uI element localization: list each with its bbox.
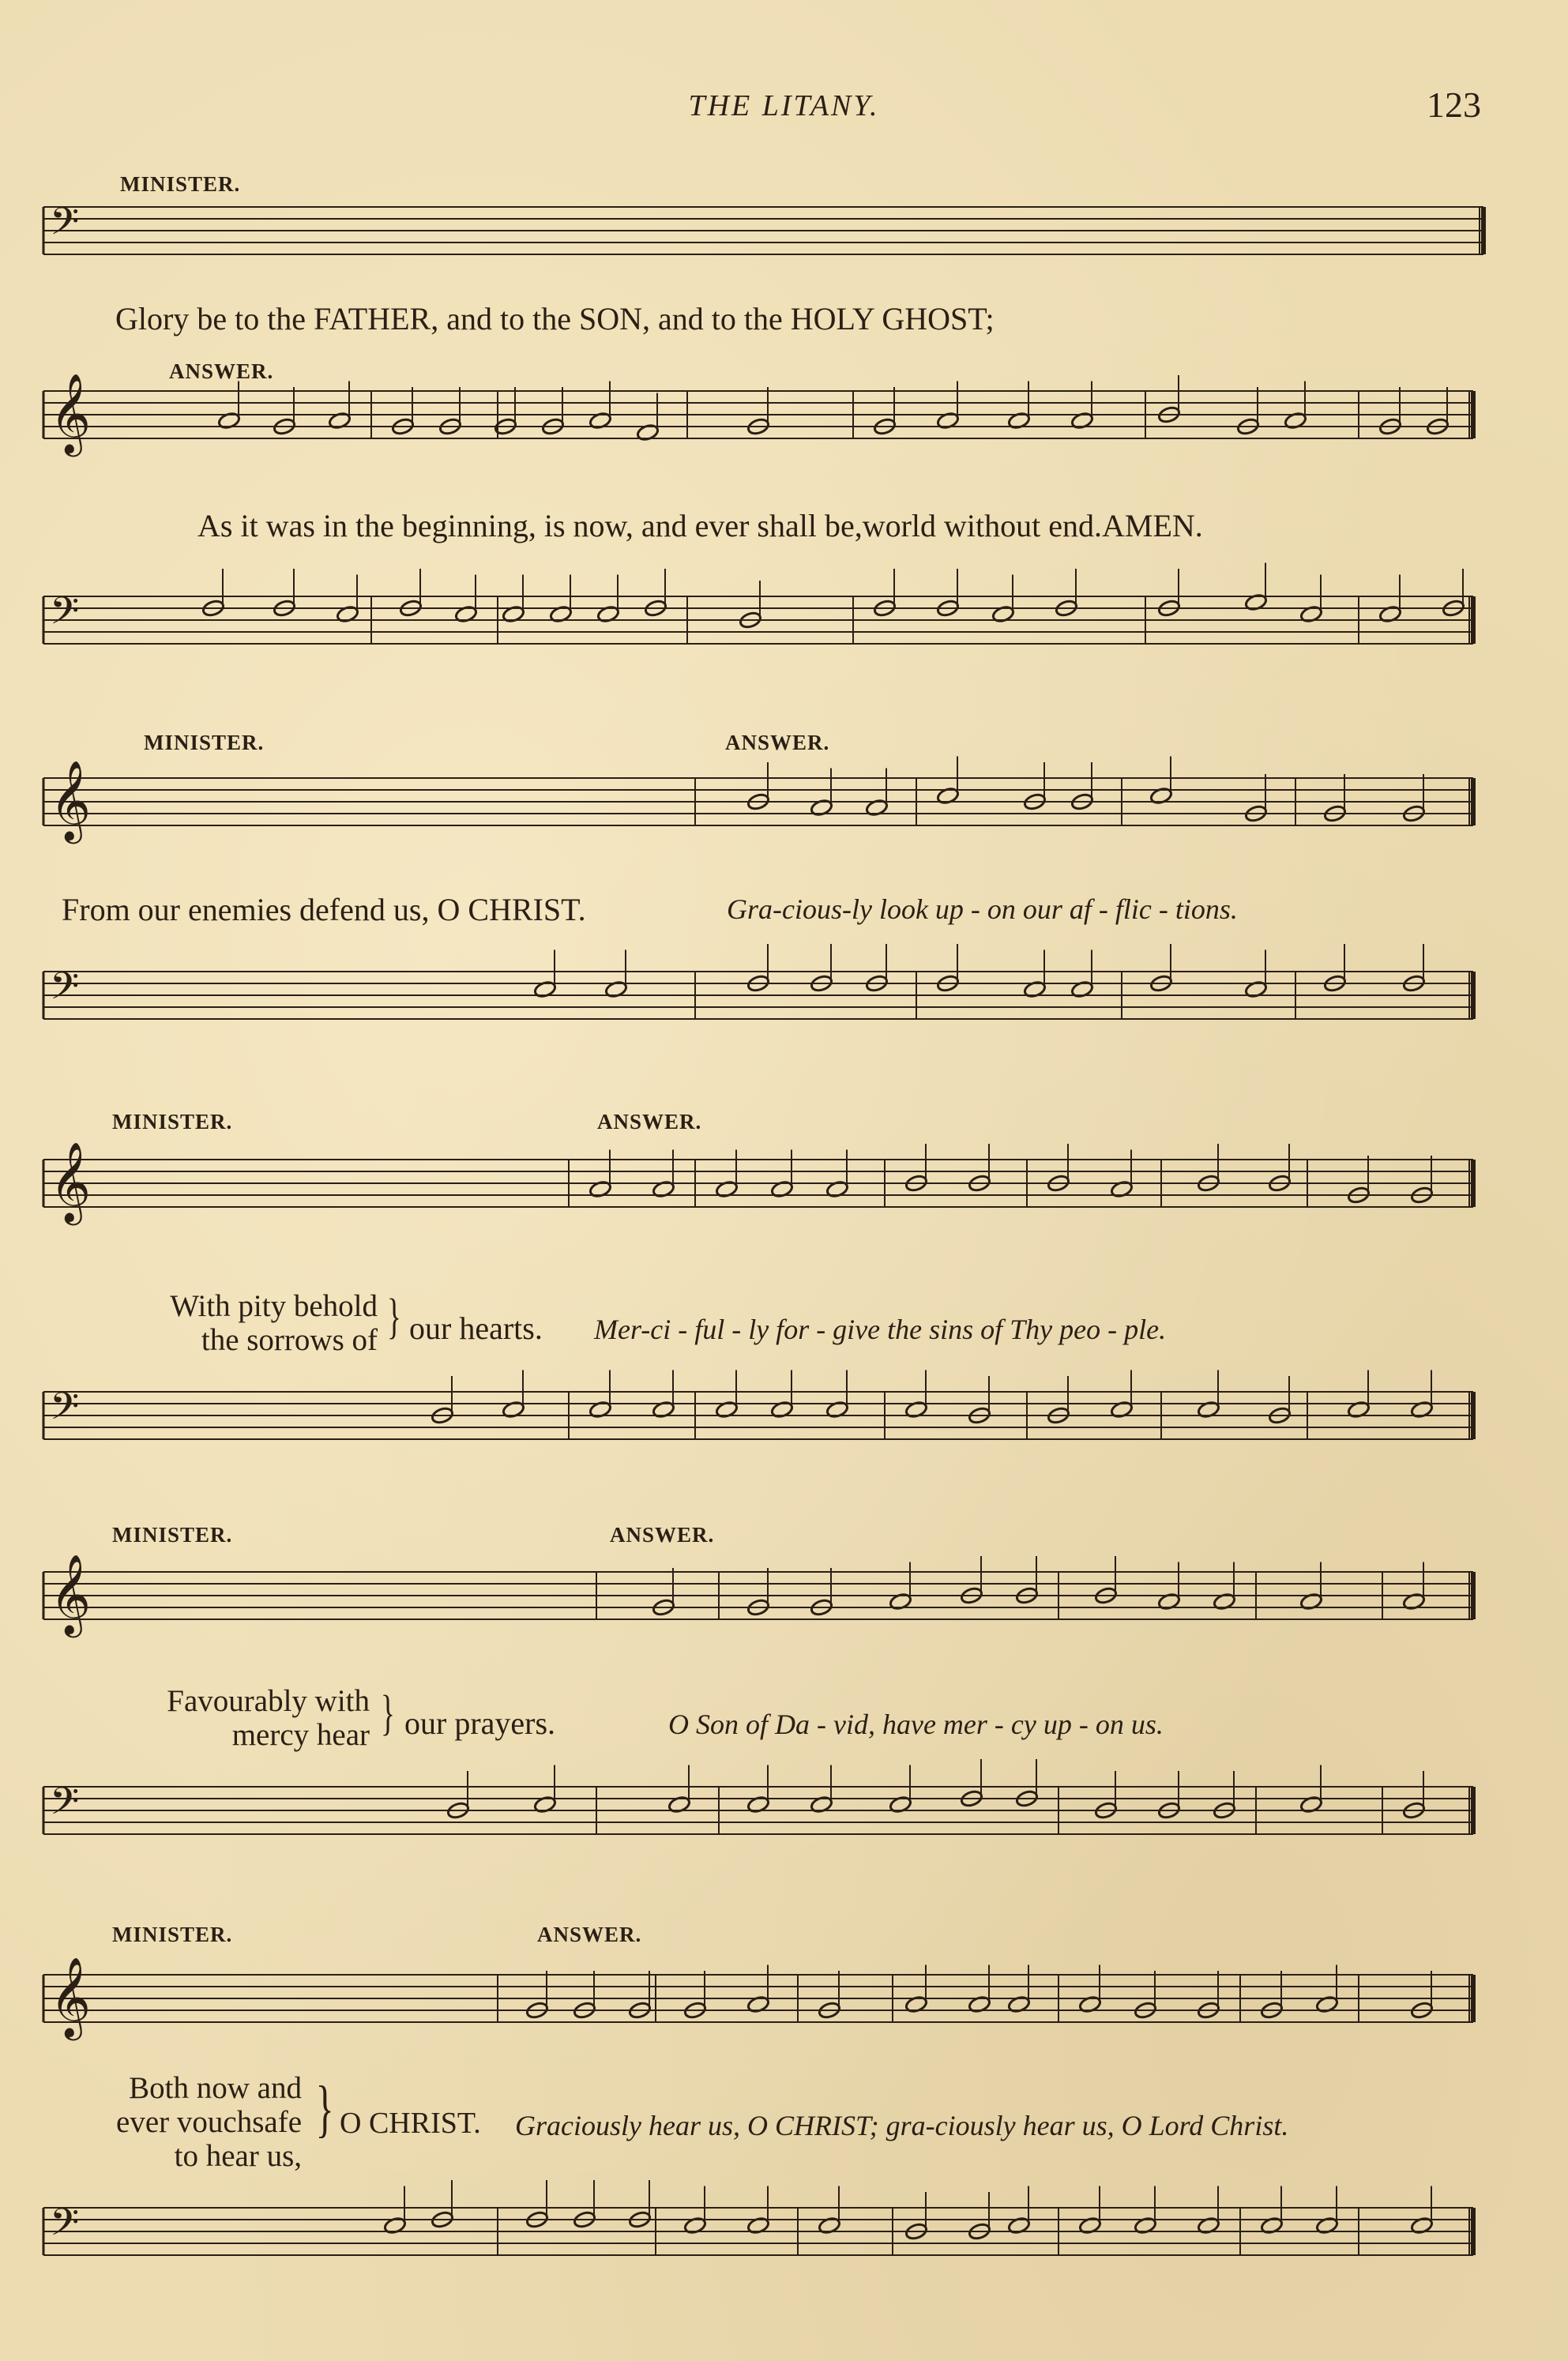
bass-clef-icon: 𝄢 bbox=[50, 588, 80, 642]
versicle-line: With pity behold bbox=[170, 1289, 378, 1323]
brace-glyph: } bbox=[386, 1290, 401, 1344]
minister-versicle-5 bbox=[47, 1684, 370, 1752]
brace-glyph: } bbox=[380, 1686, 395, 1740]
minister-tail-5: our prayers. bbox=[404, 1705, 556, 1741]
treble-clef-icon: 𝄞 bbox=[50, 759, 92, 840]
versicle-line: the sorrows of bbox=[201, 1323, 378, 1357]
versicle-line: Both now and bbox=[129, 2071, 302, 2105]
answer-lyrics-6: Graciously hear us, O CHRIST; gra-ciously hear us, O Lord Christ. bbox=[515, 2110, 1289, 2141]
minister-tail-4: our hearts. bbox=[409, 1310, 543, 1346]
versicle-line: to hear us, bbox=[174, 2139, 302, 2173]
minister-versicle-4 bbox=[47, 1289, 378, 1357]
versicle-line: mercy hear bbox=[231, 1718, 370, 1752]
answer-label: ANSWER. bbox=[597, 1110, 702, 1134]
lyrics-line-2: As it was in the beginning, is now, and ever shall be,world without end.AMEN. bbox=[197, 508, 1203, 543]
versicle-line: ever vouchsafe bbox=[116, 2105, 302, 2139]
answer-lyrics-5: O Son of Da - vid, have mer - cy up - on us. bbox=[668, 1709, 1164, 1740]
treble-clef-icon: 𝄞 bbox=[50, 372, 92, 453]
answer-label: ANSWER. bbox=[537, 1923, 642, 1946]
answer-label: ANSWER. bbox=[725, 731, 830, 754]
treble-clef-icon: 𝄞 bbox=[50, 1956, 92, 2037]
minister-label: MINISTER. bbox=[112, 1523, 233, 1547]
bass-clef-icon: 𝄢 bbox=[50, 1384, 80, 1438]
bass-clef-icon: 𝄢 bbox=[50, 1779, 80, 1833]
page-number: 123 bbox=[1427, 85, 1481, 125]
answer-label: ANSWER. bbox=[610, 1523, 715, 1547]
bass-clef-icon: 𝄢 bbox=[50, 964, 80, 1017]
versicle-line: Favourably with bbox=[167, 1684, 370, 1718]
answer-lyrics-3: Gra-cious-ly look up - on our af - flic - tions. bbox=[727, 893, 1238, 925]
minister-versicle-6 bbox=[32, 2071, 302, 2173]
answer-label: ANSWER. bbox=[169, 359, 274, 383]
bass-clef-icon: 𝄢 bbox=[50, 199, 80, 253]
minister-tail-6: O CHRIST. bbox=[340, 2107, 481, 2140]
treble-clef-icon: 𝄞 bbox=[50, 1141, 92, 1222]
minister-label: MINISTER. bbox=[120, 172, 241, 196]
treble-clef-icon: 𝄞 bbox=[50, 1553, 92, 1634]
minister-label: MINISTER. bbox=[144, 731, 265, 754]
page-title: THE LITANY. bbox=[688, 89, 880, 122]
lyrics-line-1: Glory be to the FATHER, and to the SON, and to the HOLY GHOST; bbox=[115, 301, 995, 336]
bass-clef-icon: 𝄢 bbox=[50, 2200, 80, 2254]
minister-label: MINISTER. bbox=[112, 1110, 233, 1134]
answer-lyrics-4: Mer-ci - ful - ly for - give the sins of Thy peo - ple. bbox=[594, 1314, 1167, 1345]
minister-label: MINISTER. bbox=[112, 1923, 233, 1946]
brace-glyph: } bbox=[315, 2074, 334, 2144]
minister-versicle-3: From our enemies defend us, O CHRIST. bbox=[62, 892, 586, 927]
